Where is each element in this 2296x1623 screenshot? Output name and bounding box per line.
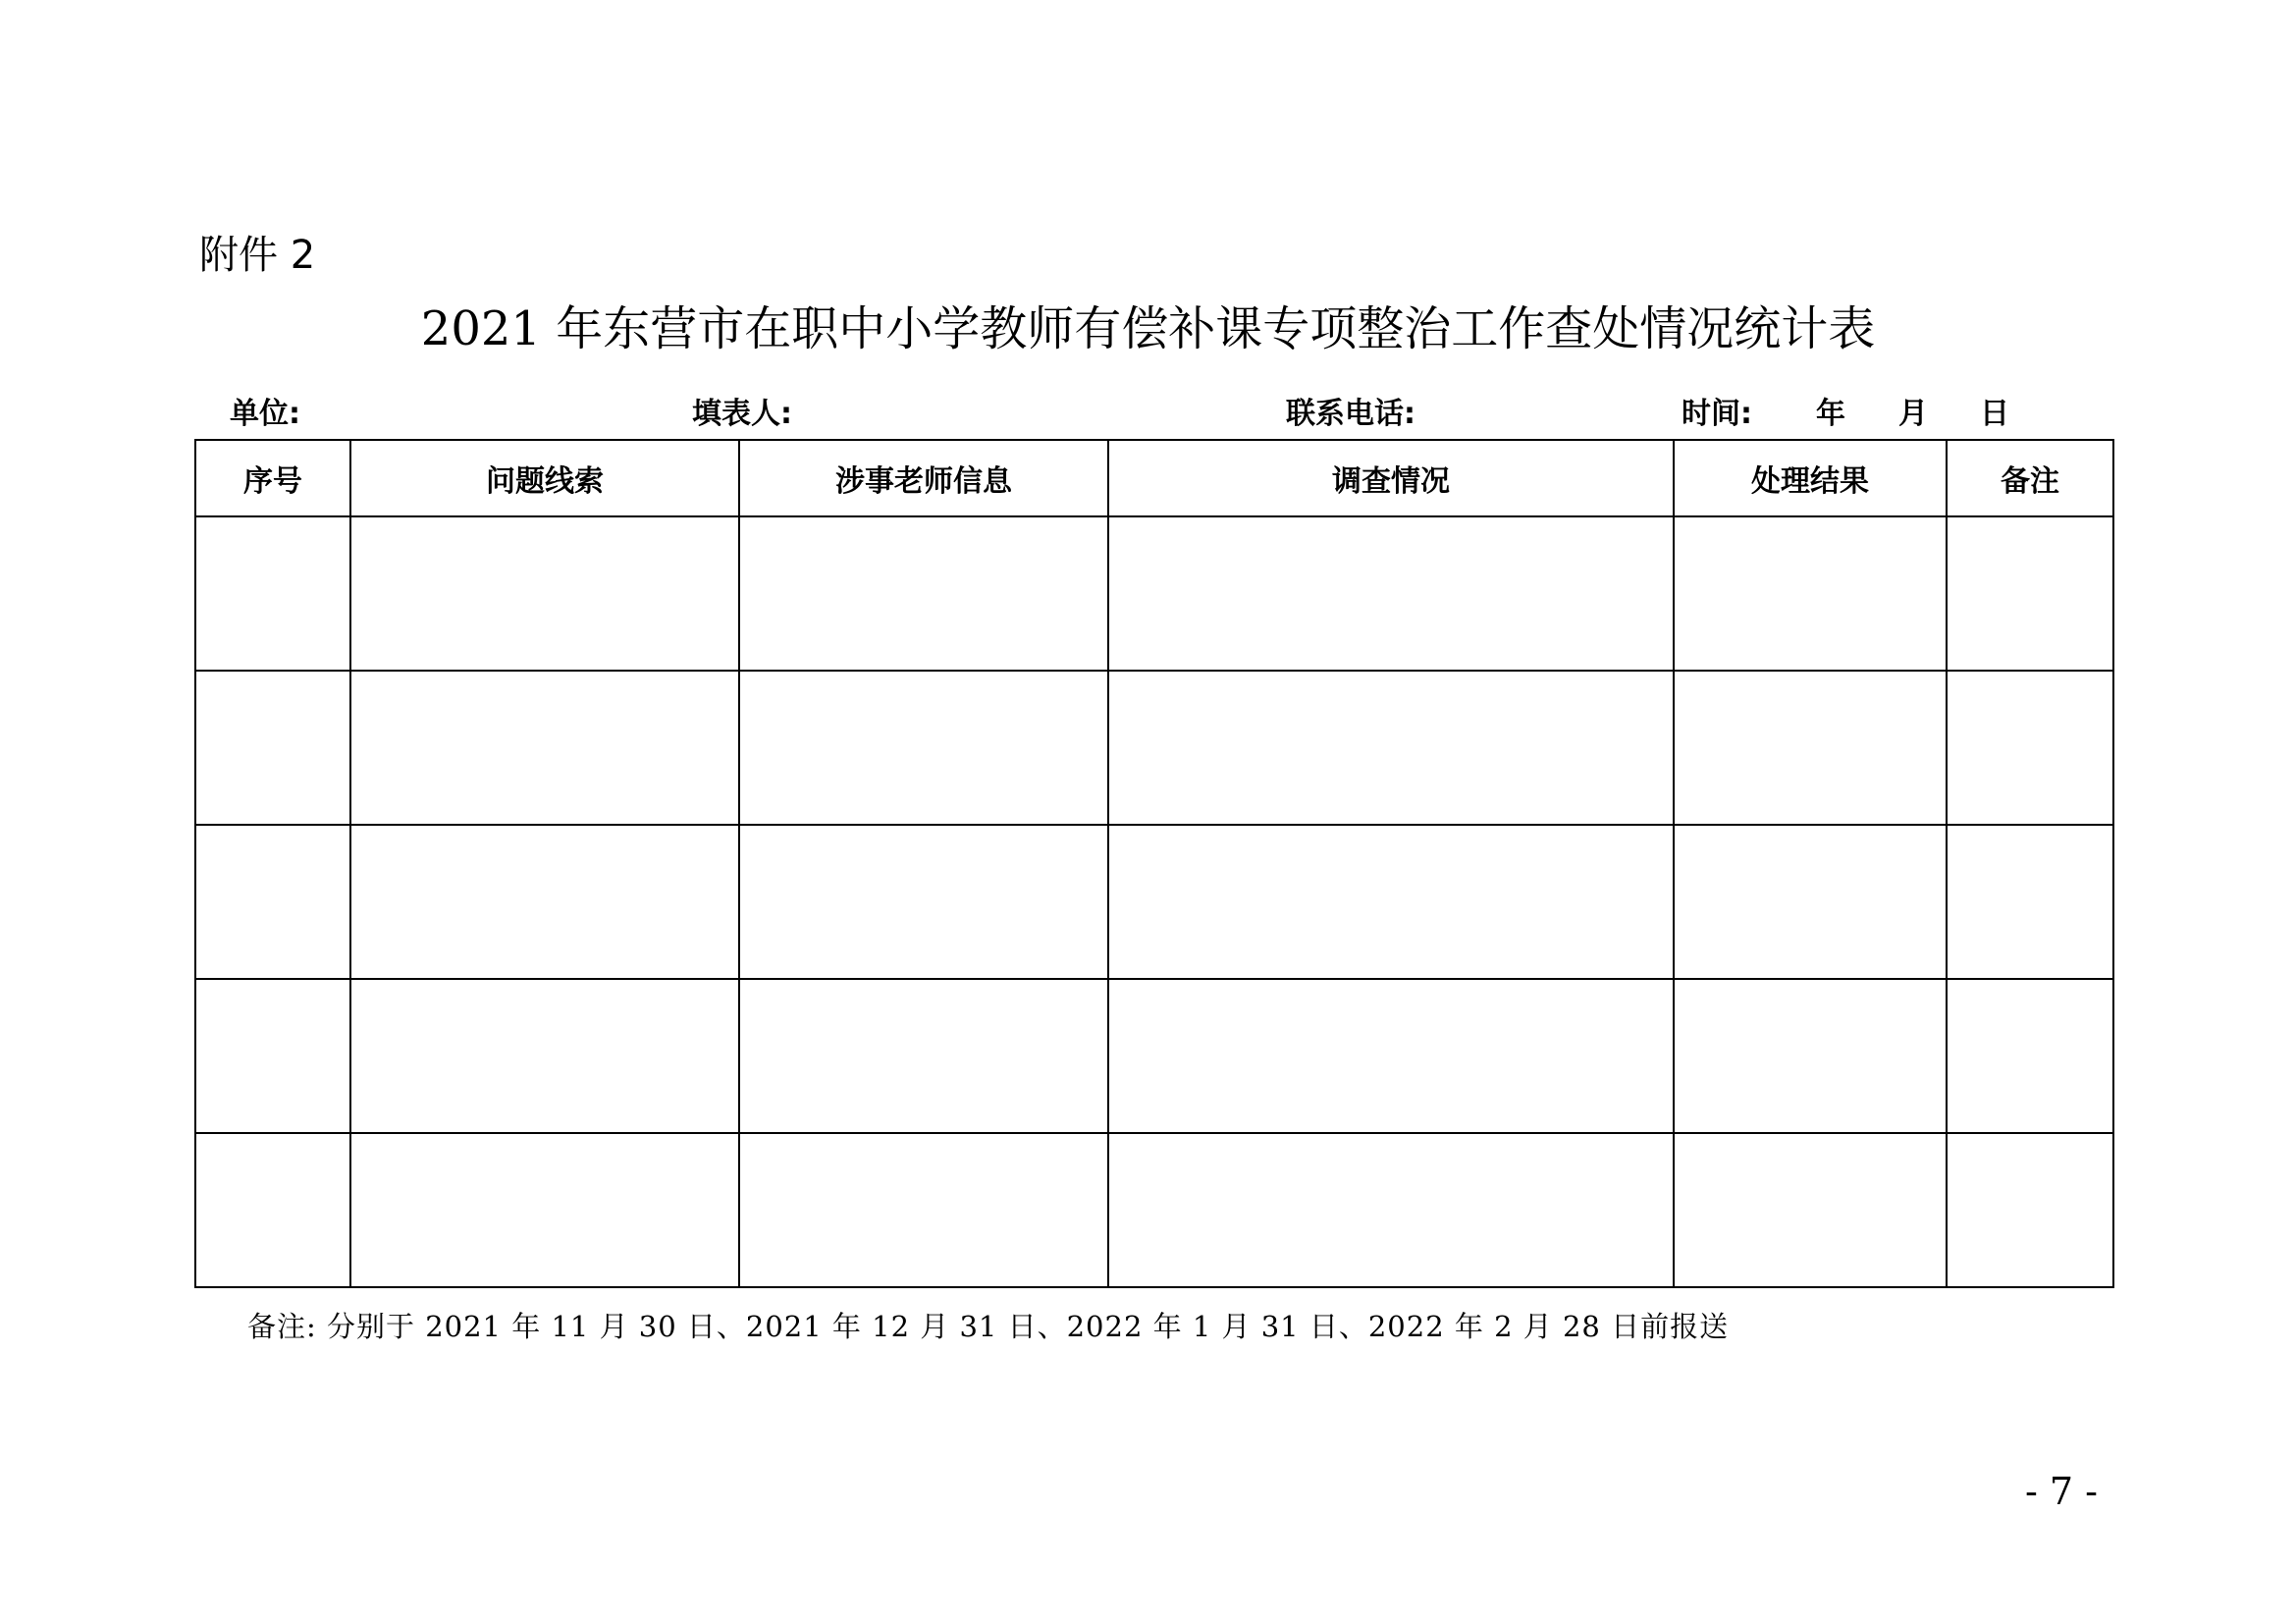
table-row — [195, 979, 2113, 1133]
table-cell — [1947, 825, 2113, 979]
month-label: 月 — [1898, 397, 1928, 431]
time-label: 时间: — [1682, 397, 1752, 431]
table-row — [195, 1133, 2113, 1287]
table-cell — [739, 979, 1108, 1133]
table-row — [195, 671, 2113, 825]
phone-label: 联系电话: — [1286, 397, 1415, 431]
table-cell — [195, 825, 350, 979]
table-cell — [350, 671, 739, 825]
table-cell — [1108, 825, 1674, 979]
filler-label: 填表人: — [692, 397, 792, 431]
table-cell — [1674, 1133, 1947, 1287]
table-cell — [1674, 516, 1947, 671]
page-number: - 7 - — [2024, 1470, 2098, 1513]
table-cell — [739, 1133, 1108, 1287]
table-cell — [739, 516, 1108, 671]
table-cell — [350, 516, 739, 671]
header-serial-number: 序号 — [195, 440, 350, 516]
form-meta-row — [0, 393, 2296, 436]
document-title: 2021 年东营市在职中小学教师有偿补课专项整治工作查处情况统计表 — [420, 301, 1876, 356]
table-cell — [350, 1133, 739, 1287]
table-cell — [1947, 979, 2113, 1133]
table-cell — [1108, 1133, 1674, 1287]
table-cell — [739, 671, 1108, 825]
day-label: 日 — [1980, 397, 2009, 431]
header-investigation: 调查情况 — [1108, 440, 1674, 516]
table-cell — [1947, 516, 2113, 671]
table-cell — [1108, 979, 1674, 1133]
table-cell — [195, 979, 350, 1133]
table-cell — [1108, 671, 1674, 825]
table-cell — [1674, 979, 1947, 1133]
table-cell — [1947, 671, 2113, 825]
table-cell — [1674, 671, 1947, 825]
table-row — [195, 825, 2113, 979]
attachment-label: 附件 2 — [199, 233, 316, 278]
unit-label: 单位: — [230, 397, 300, 431]
header-teacher-info: 涉事老师信息 — [739, 440, 1108, 516]
table-cell — [1108, 516, 1674, 671]
table-cell — [195, 1133, 350, 1287]
table-footnote: 备注: 分别于 2021 年 11 月 30 日、2021 年 12 月 31 日、2022 年 1 月 31 日、2022 年 2 月 28 日前报送 — [247, 1310, 1730, 1343]
table-cell — [1674, 825, 1947, 979]
header-result: 处理结果 — [1674, 440, 1947, 516]
header-remarks: 备注 — [1947, 440, 2113, 516]
table-cell — [350, 979, 739, 1133]
table-row — [195, 516, 2113, 671]
table-cell — [350, 825, 739, 979]
table-header-row — [195, 440, 2113, 516]
year-label: 年 — [1816, 397, 1845, 431]
statistics-table — [194, 439, 2114, 1288]
table-cell — [739, 825, 1108, 979]
table-cell — [195, 671, 350, 825]
table-cell — [195, 516, 350, 671]
table-cell — [1947, 1133, 2113, 1287]
header-problem-clue: 问题线索 — [350, 440, 739, 516]
